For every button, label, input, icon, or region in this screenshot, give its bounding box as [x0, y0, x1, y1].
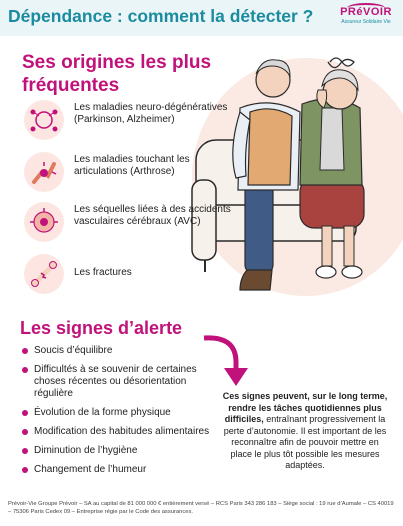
origin-item-text: Les maladies neuro-dégénératives (Parkinson, Alzheimer)	[74, 102, 228, 125]
man-legs	[245, 178, 273, 273]
man-shoe	[240, 270, 272, 290]
woman-shoe	[316, 266, 336, 278]
list-item: Diminution de l’hygiène	[22, 445, 222, 457]
woman-leg	[322, 226, 332, 266]
woman-shoe	[342, 266, 362, 278]
logo-name: PRéVOIR	[340, 6, 392, 18]
woman-leg	[344, 226, 354, 266]
list-item: Évolution de la forme physique	[22, 407, 222, 419]
origin-item-text: Les maladies touchant les articulations (Arthrose)	[74, 154, 190, 177]
confusion-scribble-icon	[328, 58, 354, 68]
signs-list	[22, 345, 222, 483]
legal-footer: Prévoir-Vie Groupe Prévoir – SA au capital de 81 000 000 € entièrement versé – RCS Paris 343 286 183 – Siège social : 19 rue d’Aumale – CS 40019 – 75306 Paris Cedex 09 – Entreprise régie par le Code des assurances.	[8, 501, 394, 515]
origin-item	[24, 152, 234, 192]
origin-item	[24, 202, 234, 242]
list-item: Changement de l’humeur	[22, 464, 222, 476]
brain-network-icon	[24, 100, 64, 140]
note-bold-text: Ces signes peuvent, sur le long terme, rendre les tâches quotidiennes plus difficiles,	[222, 391, 388, 424]
brain-stroke-icon	[24, 202, 64, 242]
origin-item	[24, 254, 234, 294]
logo-tagline: Assureur Solidaire Vie	[341, 19, 391, 25]
arrow-head-icon	[224, 368, 248, 386]
origin-item-text: Les séquelles liées à des accidents vasculaires cérébraux (AVC)	[74, 204, 231, 227]
signs-title: Les signes d’alerte	[20, 318, 183, 338]
list-item: Soucis d’équilibre	[22, 345, 222, 357]
joint-pain-icon	[24, 152, 64, 192]
origin-item-text: Les fractures	[74, 267, 132, 278]
origin-item	[24, 100, 234, 140]
broken-bone-icon	[24, 254, 64, 294]
woman-shirt	[320, 108, 344, 170]
list-item: Modification des habitudes alimentaires	[22, 426, 222, 438]
list-item: Difficultés à se souvenir de certaines choses récentes ou désorientation régulière	[22, 364, 222, 400]
origins-title: Ses origines les plus fréquentes	[22, 52, 212, 96]
man-vest	[248, 109, 292, 185]
note-text: entraînant progressivement la perte d’autonomie. Il est important de les reconnaître afin de pouvoir mettre en place le plus tôt possible les mesures adaptées.	[223, 414, 387, 470]
warning-note	[220, 391, 390, 472]
page-title: Dépendance : comment la détecter ?	[8, 6, 314, 26]
